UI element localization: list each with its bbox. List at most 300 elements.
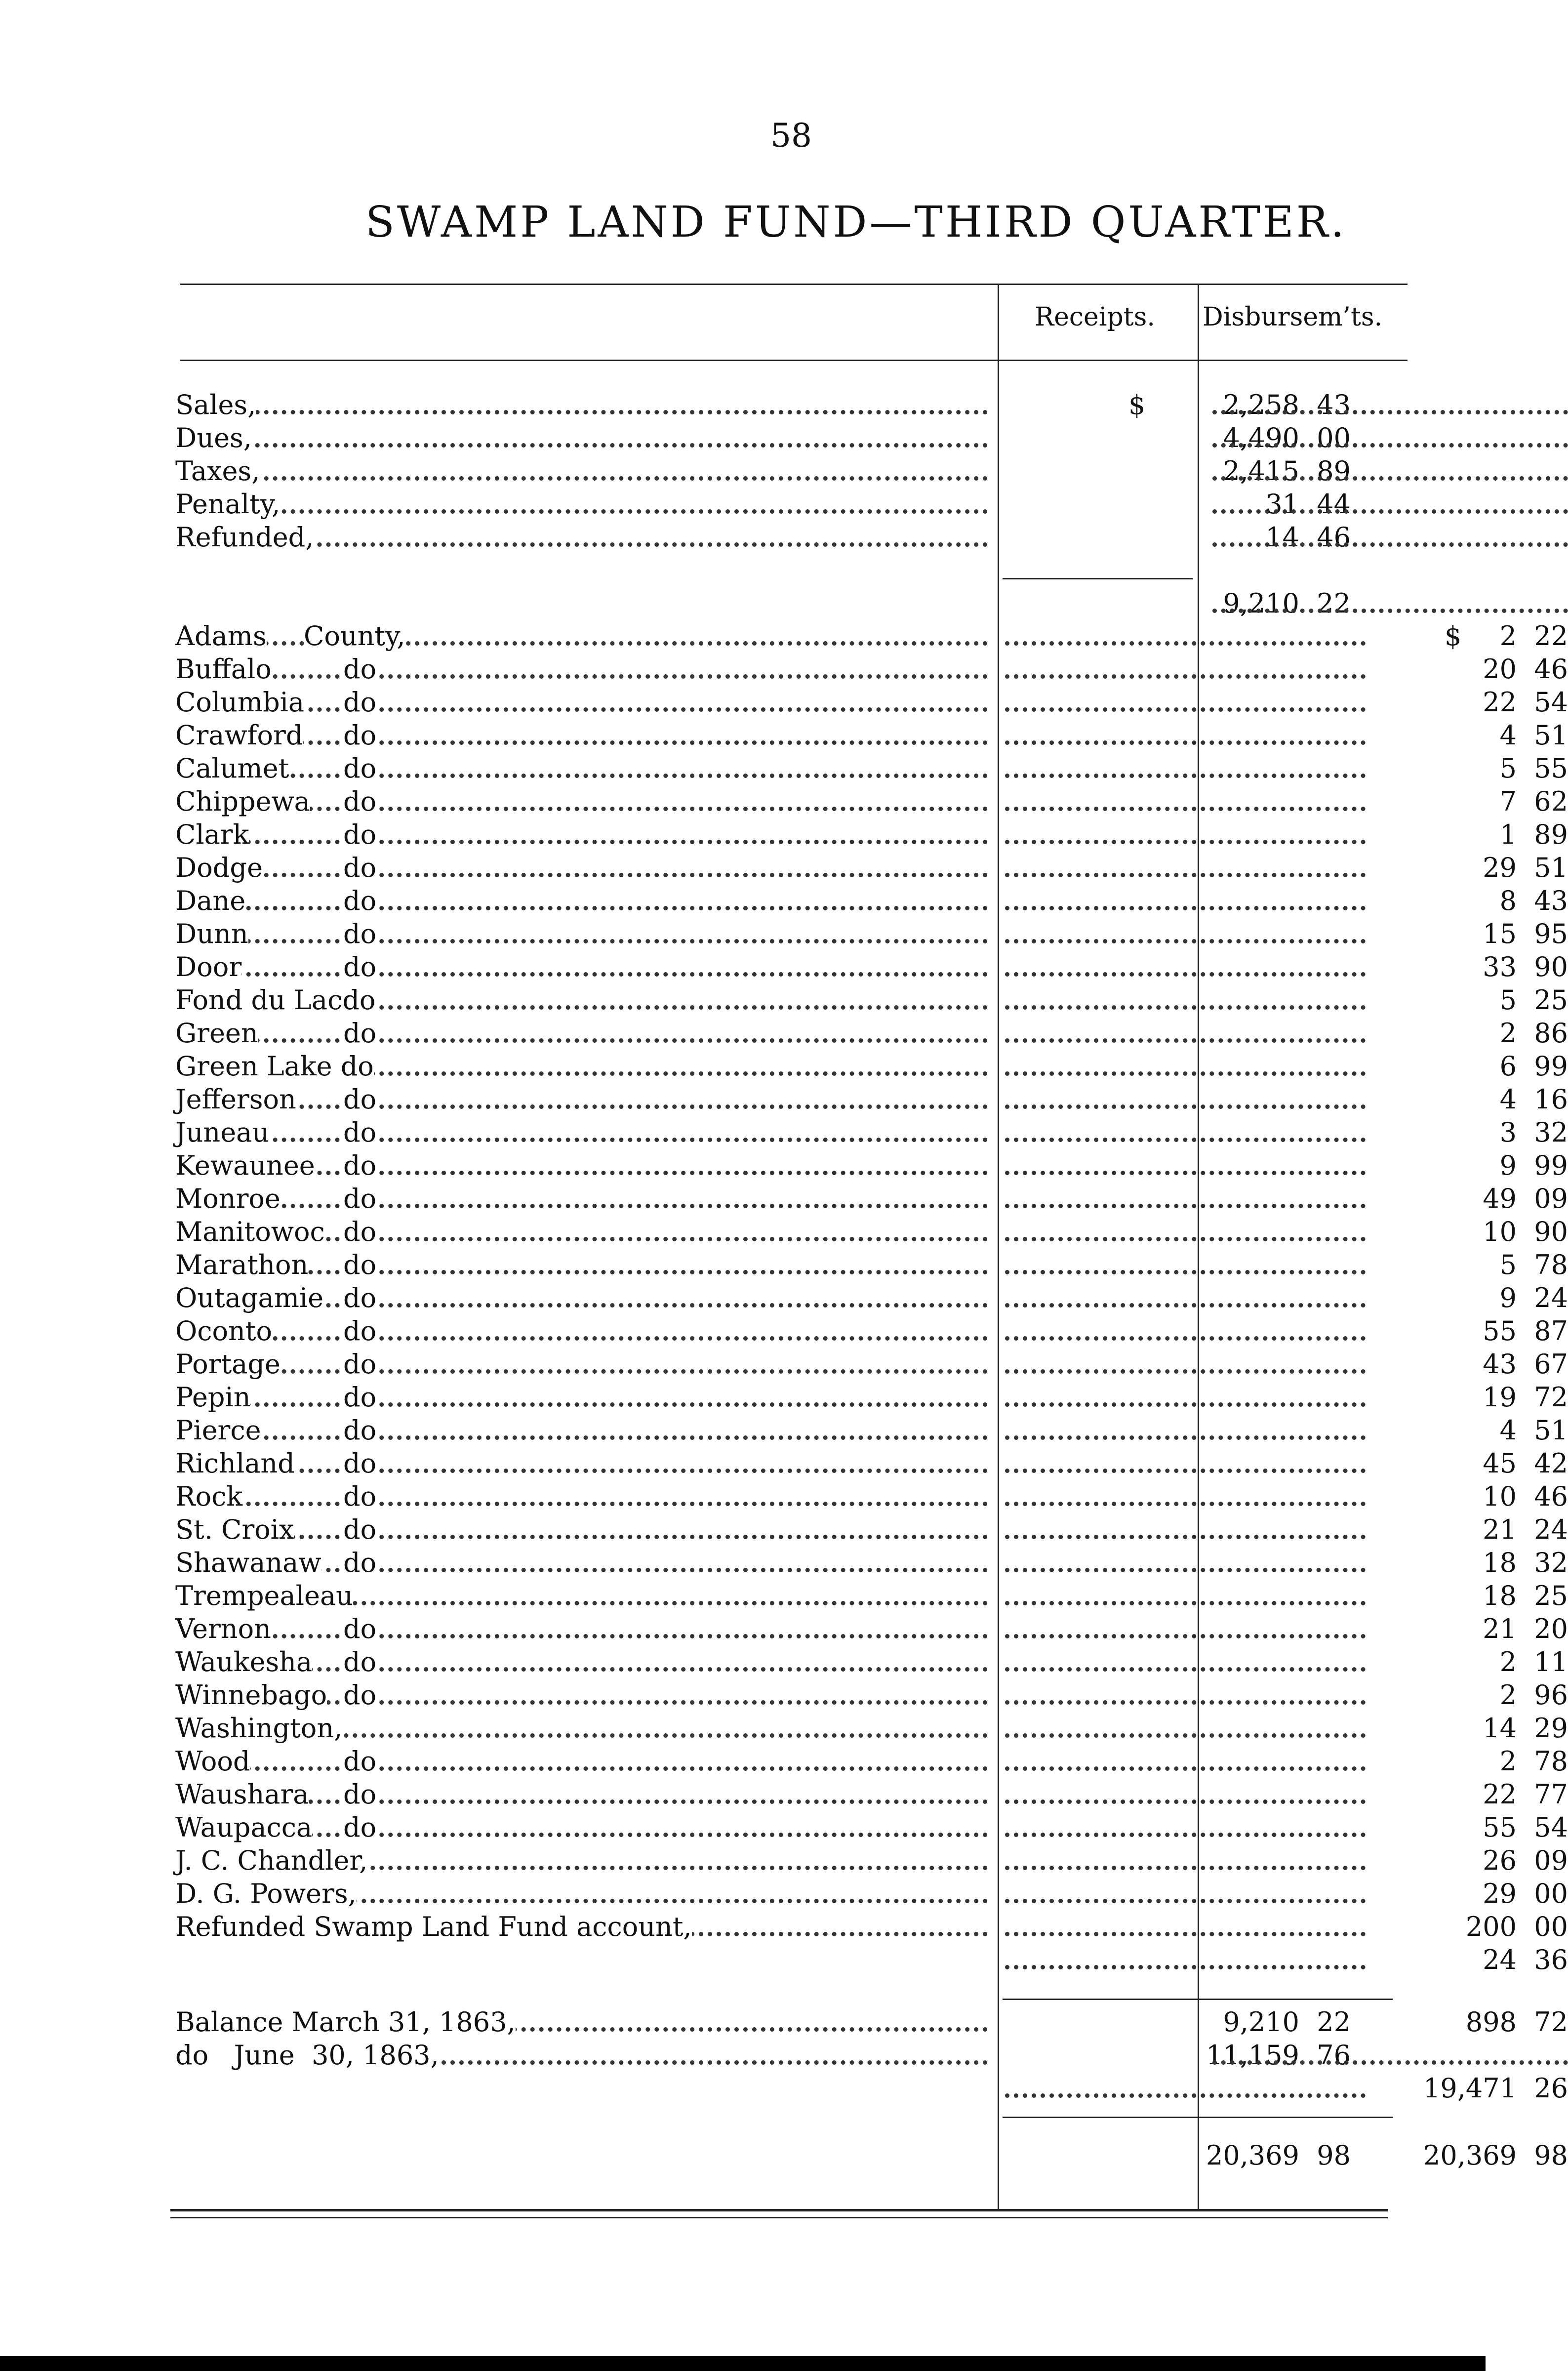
receipt-cents: 46 bbox=[1317, 522, 1351, 553]
balance-top-rule bbox=[1003, 1999, 1393, 2000]
disbursement-row bbox=[175, 917, 1568, 950]
disbursement-row bbox=[175, 1414, 1568, 1447]
row-leader bbox=[175, 774, 988, 781]
county-label: Refunded Swamp Land Fund account, bbox=[175, 1911, 692, 1942]
disbursement-row bbox=[175, 1910, 1568, 1943]
disbursement-amount bbox=[1247, 1083, 1568, 1116]
receipt-dollars: 2,258 bbox=[1223, 389, 1299, 420]
disbursement-row bbox=[175, 1447, 1568, 1480]
row-leader bbox=[175, 1502, 988, 1509]
county-label: Richland bbox=[175, 1448, 295, 1479]
page-bottom-edge bbox=[0, 2356, 1486, 2371]
disbursement-dollars: 18 bbox=[1483, 1580, 1517, 1611]
disbursement-cents: 09 bbox=[1534, 1183, 1568, 1214]
county-suffix: do bbox=[343, 1746, 377, 1777]
disbursement-row bbox=[175, 1612, 1568, 1645]
disbursement-dollars: 55 bbox=[1483, 1315, 1517, 1347]
county-suffix: do bbox=[343, 1018, 377, 1049]
disbursement-dollars: 7 bbox=[1499, 786, 1517, 817]
disbursement-dollars: 2 bbox=[1499, 1018, 1517, 1049]
county-label: Monroe bbox=[175, 1183, 281, 1214]
disbursement-dollars: 5 bbox=[1499, 1249, 1517, 1280]
receipt-row bbox=[175, 521, 1395, 554]
disbursement-row bbox=[175, 1083, 1568, 1116]
county-label: Dunn bbox=[175, 918, 248, 949]
disbursement-leader bbox=[1212, 2060, 1568, 2068]
row-leader bbox=[175, 1038, 988, 1046]
disbursement-amount bbox=[1247, 1414, 1568, 1447]
balance-disb-cents: 72 bbox=[1534, 2006, 1568, 2038]
county-label: Vernon bbox=[175, 1613, 271, 1644]
disbursement-cents: 51 bbox=[1534, 1415, 1568, 1446]
row-leader bbox=[175, 1535, 988, 1542]
table-top-rule bbox=[180, 284, 1407, 285]
county-suffix: do bbox=[343, 1282, 377, 1313]
county-suffix: do bbox=[343, 1382, 377, 1413]
disbursement-dollars: 21 bbox=[1483, 1613, 1517, 1644]
county-suffix: do bbox=[343, 1448, 377, 1479]
county-suffix: do bbox=[343, 1415, 377, 1446]
disbursement-cents: 86 bbox=[1534, 1018, 1568, 1049]
disbursement-cents: 00 bbox=[1534, 1911, 1568, 1942]
county-suffix: do bbox=[343, 1117, 377, 1148]
disbursement-row bbox=[175, 1811, 1568, 1844]
disbursement-row bbox=[175, 1546, 1568, 1579]
disbursement-amount bbox=[1247, 1546, 1568, 1579]
row-leader bbox=[175, 443, 988, 450]
disbursement-leader bbox=[1212, 476, 1568, 484]
disbursement-dollars: 5 bbox=[1499, 753, 1517, 784]
county-label: D. G. Powers, bbox=[175, 1878, 357, 1909]
disbursement-dollars: 15 bbox=[1483, 918, 1517, 949]
disbursement-amount bbox=[1247, 752, 1568, 785]
receipt-label: Dues, bbox=[175, 422, 252, 453]
county-suffix: do bbox=[343, 687, 377, 718]
disbursement-amount bbox=[1247, 1811, 1568, 1844]
receipt-cents: 00 bbox=[1317, 422, 1351, 453]
totals-row bbox=[175, 2139, 1568, 2172]
disbursement-cents: 77 bbox=[1534, 1779, 1568, 1810]
county-suffix: do bbox=[343, 1679, 377, 1711]
disbursement-amount bbox=[1247, 1182, 1568, 1215]
row-leader bbox=[175, 641, 988, 649]
county-label: Marathon bbox=[175, 1249, 309, 1280]
totals-rule bbox=[1003, 2117, 1393, 2118]
disbursement-cents: 90 bbox=[1534, 1216, 1568, 1247]
disbursement-amount bbox=[1247, 1877, 1568, 1910]
county-suffix: do bbox=[343, 1183, 377, 1214]
disbursement-dollars: 2 bbox=[1499, 620, 1517, 652]
disbursement-amount bbox=[1247, 686, 1568, 719]
disbursement-row bbox=[175, 1248, 1568, 1281]
disbursement-amount bbox=[1247, 1910, 1568, 1943]
county-label: Waukesha bbox=[175, 1646, 313, 1677]
disbursement-dollars: 22 bbox=[1483, 1779, 1517, 1810]
county-suffix: do bbox=[343, 918, 377, 949]
disbursement-dollars: 18 bbox=[1483, 1547, 1517, 1578]
disbursement-row bbox=[175, 1678, 1568, 1712]
disbursement-dollars: 2 bbox=[1499, 1646, 1517, 1677]
disbursement-cents: 78 bbox=[1534, 1746, 1568, 1777]
row-leader bbox=[175, 1138, 988, 1145]
county-suffix: do bbox=[343, 1613, 377, 1644]
disbursement-dollars: 1 bbox=[1499, 819, 1517, 850]
disbursement-cents: 43 bbox=[1534, 885, 1568, 916]
county-label: Buffalo bbox=[175, 654, 272, 685]
disbursement-amount bbox=[1247, 1281, 1568, 1314]
county-suffix: do bbox=[343, 1150, 377, 1181]
disbursement-amount bbox=[1247, 1778, 1568, 1811]
row-leader bbox=[175, 906, 988, 913]
county-suffix: do bbox=[343, 1514, 377, 1545]
disbursement-dollars: 8 bbox=[1499, 885, 1517, 916]
balance-receipts-cents: 22 bbox=[1317, 2006, 1351, 2038]
disbursement-row bbox=[175, 1182, 1568, 1215]
disbursement-dollars: 4 bbox=[1499, 720, 1517, 751]
disbursement-cents: 62 bbox=[1534, 786, 1568, 817]
row-leader bbox=[175, 1402, 988, 1410]
balance-receipts-dollars: 9,210 bbox=[1223, 2006, 1299, 2038]
disbursement-cents: 25 bbox=[1534, 1580, 1568, 1611]
balance-disbursements bbox=[1247, 2005, 1568, 2039]
disbursement-dollars: 200 bbox=[1465, 1911, 1517, 1942]
disbursement-row bbox=[175, 950, 1568, 983]
county-suffix: County, bbox=[304, 620, 405, 652]
disbursement-cents: 96 bbox=[1534, 1679, 1568, 1711]
county-label: Dodge bbox=[175, 852, 263, 883]
totals-receipts: 20,369 98 bbox=[1206, 2140, 1351, 2171]
disbursement-dollars: 22 bbox=[1483, 687, 1517, 718]
disbursement-row bbox=[175, 1281, 1568, 1314]
county-suffix: do bbox=[343, 1779, 377, 1810]
disbursement-cents: 22 bbox=[1534, 620, 1568, 652]
county-label: St. Croix bbox=[175, 1514, 294, 1545]
county-label: J. C. Chandler, bbox=[175, 1845, 368, 1876]
disbursement-dollars: 4 bbox=[1499, 1415, 1517, 1446]
disbursement-amount bbox=[1247, 619, 1568, 653]
county-suffix: do bbox=[343, 720, 377, 751]
disbursement-dollars: 6 bbox=[1499, 1051, 1517, 1082]
disbursement-amount bbox=[1247, 1513, 1568, 1546]
receipt-row bbox=[175, 454, 1395, 488]
disbursement-dollars: 45 bbox=[1483, 1448, 1517, 1479]
disbursement-row bbox=[175, 653, 1568, 686]
county-suffix: do bbox=[343, 654, 377, 685]
row-leader bbox=[175, 939, 988, 946]
county-label: Green bbox=[175, 1018, 258, 1049]
county-label: Trempealeau bbox=[175, 1580, 353, 1611]
county-label: Washington, bbox=[175, 1713, 343, 1744]
disbursement-row bbox=[175, 785, 1568, 818]
county-suffix: do bbox=[343, 885, 377, 916]
disbursement-dollars: 4 bbox=[1499, 1084, 1517, 1115]
county-label: Pepin bbox=[175, 1382, 251, 1413]
disbursements-header: Disbursem’ts. bbox=[1203, 302, 1383, 332]
disbursement-amount bbox=[1247, 1381, 1568, 1414]
county-label: Adams bbox=[175, 620, 267, 652]
disbursement-dollars: 29 bbox=[1483, 852, 1517, 883]
disbursement-row bbox=[175, 1513, 1568, 1546]
disbursement-amount bbox=[1247, 719, 1568, 752]
disbursement-row bbox=[175, 1017, 1568, 1050]
disbursement-row bbox=[175, 1844, 1568, 1877]
balance-receipts-dollars: 11,159 bbox=[1206, 2040, 1299, 2071]
receipts-header: Receipts. bbox=[1035, 302, 1155, 332]
disbursement-amount bbox=[1247, 851, 1568, 884]
disbursement-amount bbox=[1247, 818, 1568, 851]
disbursement-row bbox=[175, 1645, 1568, 1678]
disbursement-row bbox=[175, 1745, 1568, 1778]
totals-disbursements: 20,369 98 bbox=[1423, 2140, 1568, 2171]
disbursement-amount bbox=[1247, 1314, 1568, 1348]
disbursement-dollars: 43 bbox=[1483, 1349, 1517, 1380]
county-label: Shawanaw bbox=[175, 1547, 322, 1578]
disbursement-cents: 25 bbox=[1534, 984, 1568, 1016]
disbursement-dollars: 26 bbox=[1483, 1845, 1517, 1876]
disbursement-cents: 55 bbox=[1534, 753, 1568, 784]
disbursement-dollars: 20 bbox=[1483, 654, 1517, 685]
disbursement-row bbox=[175, 1712, 1568, 1745]
county-label: Rock bbox=[175, 1481, 243, 1512]
disbursement-amount bbox=[1247, 1480, 1568, 1513]
disbursement-amount bbox=[1247, 1116, 1568, 1149]
disbursement-amount bbox=[1247, 1678, 1568, 1712]
county-suffix: do bbox=[343, 786, 377, 817]
header-bottom-rule bbox=[180, 360, 1407, 361]
row-leader bbox=[175, 1369, 988, 1377]
disbursement-cents: 51 bbox=[1534, 720, 1568, 751]
county-suffix: do bbox=[343, 951, 377, 982]
disbursement-leader bbox=[1212, 410, 1568, 417]
county-label: Pierce bbox=[175, 1415, 261, 1446]
row-leader bbox=[175, 1766, 988, 1774]
row-leader bbox=[175, 509, 988, 517]
disbursement-cents: 54 bbox=[1534, 687, 1568, 718]
county-label: Columbia bbox=[175, 687, 305, 718]
county-label: Door bbox=[175, 951, 242, 982]
balance-row bbox=[175, 2072, 1568, 2105]
disbursement-row bbox=[175, 1943, 1568, 1976]
disbursement-dollars: 14 bbox=[1483, 1713, 1517, 1744]
disbursement-amount bbox=[1247, 785, 1568, 818]
county-suffix: do bbox=[343, 1315, 377, 1347]
disbursement-cents: 72 bbox=[1534, 1382, 1568, 1413]
disbursement-cents: 11 bbox=[1534, 1646, 1568, 1677]
disbursement-cents: 51 bbox=[1534, 852, 1568, 883]
disbursement-cents: 95 bbox=[1534, 918, 1568, 949]
disbursement-dollars: 21 bbox=[1483, 1514, 1517, 1545]
county-label: Chippewa bbox=[175, 786, 310, 817]
county-label: Outagamie bbox=[175, 1282, 324, 1313]
disbursement-amount bbox=[1247, 1017, 1568, 1050]
disbursement-row bbox=[175, 1579, 1568, 1612]
county-label: Jefferson bbox=[175, 1084, 296, 1115]
disbursement-cents: 46 bbox=[1534, 654, 1568, 685]
disbursement-row bbox=[175, 1778, 1568, 1811]
dollar-sign: $ bbox=[1445, 620, 1462, 652]
disbursement-row bbox=[175, 719, 1568, 752]
disbursement-row bbox=[175, 1348, 1568, 1381]
disbursement-amount bbox=[1247, 653, 1568, 686]
county-label: Fond du Lacdo bbox=[175, 984, 376, 1016]
disbursement-row bbox=[175, 1314, 1568, 1348]
county-suffix: do bbox=[343, 1646, 377, 1677]
disbursement-dollars: 24 bbox=[1483, 1944, 1517, 1975]
row-leader bbox=[175, 972, 988, 980]
balance-label: do June 30, 1863, bbox=[175, 2040, 439, 2071]
disbursement-amount bbox=[1247, 1579, 1568, 1612]
receipt-row bbox=[175, 421, 1395, 454]
disbursement-leader bbox=[1212, 542, 1568, 550]
disbursement-cents: 46 bbox=[1534, 1481, 1568, 1512]
disbursement-dollars: 5 bbox=[1499, 984, 1517, 1016]
disbursement-cents: 99 bbox=[1534, 1051, 1568, 1082]
disbursement-cents: 99 bbox=[1534, 1150, 1568, 1181]
disbursement-row bbox=[175, 1149, 1568, 1182]
receipt-label: Taxes, bbox=[175, 455, 260, 487]
receipt-dollars: 31 bbox=[1265, 489, 1299, 520]
disbursement-amount bbox=[1247, 1447, 1568, 1480]
disbursement-dollars: 10 bbox=[1483, 1216, 1517, 1247]
balance-label: Balance March 31, 1863, bbox=[175, 2006, 516, 2038]
county-suffix: do bbox=[343, 753, 377, 784]
county-suffix: do bbox=[343, 852, 377, 883]
receipts-subtotal bbox=[175, 587, 1395, 620]
disbursement-cents: 42 bbox=[1534, 1448, 1568, 1479]
disbursement-cents: 20 bbox=[1534, 1613, 1568, 1644]
county-suffix: do bbox=[343, 1084, 377, 1115]
disbursement-amount bbox=[1247, 1612, 1568, 1645]
disbursement-cents: 09 bbox=[1534, 1845, 1568, 1876]
disbursement-dollars: 33 bbox=[1483, 951, 1517, 982]
county-label: Green Lake do bbox=[175, 1051, 374, 1082]
balance-disb-dollars: 898 bbox=[1465, 2006, 1517, 2038]
disbursement-amount bbox=[1247, 1248, 1568, 1281]
disbursement-row bbox=[175, 983, 1568, 1017]
disbursement-row bbox=[175, 1116, 1568, 1149]
county-label: Portage bbox=[175, 1349, 281, 1380]
disbursement-row bbox=[175, 1215, 1568, 1248]
receipts-subtotal-disb-leader bbox=[1212, 609, 1568, 616]
disbursement-row bbox=[175, 851, 1568, 884]
county-suffix: do bbox=[343, 1216, 377, 1247]
disbursement-amount bbox=[1247, 983, 1568, 1017]
county-label: Oconto bbox=[175, 1315, 273, 1347]
disbursement-dollars: 49 bbox=[1483, 1183, 1517, 1214]
balance-receipts-cents: 76 bbox=[1317, 2040, 1351, 2071]
receipt-row bbox=[175, 488, 1395, 521]
receipt-label: Penalty, bbox=[175, 489, 281, 520]
disbursement-cents: 29 bbox=[1534, 1713, 1568, 1744]
disbursement-row bbox=[175, 686, 1568, 719]
county-suffix: do bbox=[343, 1547, 377, 1578]
disbursement-dollars: 2 bbox=[1499, 1679, 1517, 1711]
receipt-dollars: 4,490 bbox=[1223, 422, 1299, 453]
balance-row bbox=[175, 2039, 1395, 2072]
disbursement-cents: 67 bbox=[1534, 1349, 1568, 1380]
disbursement-dollars: 9 bbox=[1499, 1282, 1517, 1313]
row-leader bbox=[175, 840, 988, 847]
dollar-sign: $ bbox=[1128, 389, 1146, 420]
bottom-double-rule-2 bbox=[170, 2217, 1388, 2218]
disbursement-row bbox=[175, 619, 1568, 653]
county-label: Waushara bbox=[175, 1779, 309, 1810]
disbursement-cents: 90 bbox=[1534, 951, 1568, 982]
disbursement-row bbox=[175, 752, 1568, 785]
disbursement-cents: 24 bbox=[1534, 1514, 1568, 1545]
balance-disb-cents: 26 bbox=[1534, 2073, 1568, 2104]
disbursement-row bbox=[175, 1877, 1568, 1910]
page-number: 58 bbox=[770, 117, 812, 155]
disbursement-leader bbox=[1212, 443, 1568, 450]
disbursement-amount bbox=[1247, 1943, 1568, 1976]
county-suffix: do bbox=[343, 819, 377, 850]
disbursement-amount bbox=[1247, 1844, 1568, 1877]
county-label: Wood bbox=[175, 1746, 250, 1777]
disbursement-row bbox=[175, 1381, 1568, 1414]
receipts-subtotal-rule bbox=[1003, 578, 1193, 579]
disbursement-amount bbox=[1247, 1050, 1568, 1083]
disbursement-amount bbox=[1247, 1215, 1568, 1248]
disbursement-cents: 32 bbox=[1534, 1547, 1568, 1578]
page-title: SWAMP LAND FUND—THIRD QUARTER. bbox=[365, 198, 1347, 247]
row-leader bbox=[175, 1469, 988, 1476]
row-leader bbox=[175, 410, 988, 417]
disbursement-amount bbox=[1247, 884, 1568, 917]
county-label: Dane bbox=[175, 885, 246, 916]
receipt-cents: 89 bbox=[1317, 455, 1351, 487]
balance-row bbox=[175, 2005, 1568, 2039]
receipt-dollars: 14 bbox=[1265, 522, 1299, 553]
disbursement-amount bbox=[1247, 1348, 1568, 1381]
receipts-subtotal-amount: 9,210 22 bbox=[1223, 588, 1351, 619]
disbursement-cents: 78 bbox=[1534, 1249, 1568, 1280]
disbursement-row bbox=[175, 1480, 1568, 1513]
row-leader bbox=[175, 1435, 988, 1443]
county-label: Clark bbox=[175, 819, 249, 850]
disbursement-cents: 24 bbox=[1534, 1282, 1568, 1313]
disbursement-dollars: 19 bbox=[1483, 1382, 1517, 1413]
disbursement-amount bbox=[1247, 950, 1568, 983]
disbursement-row bbox=[175, 818, 1568, 851]
disbursement-cents: 32 bbox=[1534, 1117, 1568, 1148]
disbursement-cents: 87 bbox=[1534, 1315, 1568, 1347]
county-label: Waupacca bbox=[175, 1812, 313, 1843]
county-label: Kewaunee bbox=[175, 1150, 315, 1181]
receipt-label: Sales, bbox=[175, 389, 256, 420]
disbursement-row bbox=[175, 884, 1568, 917]
disbursement-dollars: 55 bbox=[1483, 1812, 1517, 1843]
disbursement-amount bbox=[1247, 1645, 1568, 1678]
row-leader bbox=[175, 476, 988, 484]
disbursement-row bbox=[175, 1050, 1568, 1083]
disbursement-amount bbox=[1247, 1149, 1568, 1182]
row-leader bbox=[175, 1104, 988, 1112]
disbursement-cents: 36 bbox=[1534, 1944, 1568, 1975]
county-suffix: do bbox=[343, 1349, 377, 1380]
county-label: Manitowoc bbox=[175, 1216, 325, 1247]
row-leader bbox=[175, 674, 988, 682]
county-suffix: do bbox=[343, 1481, 377, 1512]
row-leader bbox=[175, 1336, 988, 1344]
receipt-cents: 43 bbox=[1317, 389, 1351, 420]
bottom-double-rule bbox=[170, 2209, 1388, 2211]
county-label: Juneau bbox=[175, 1117, 270, 1148]
row-leader bbox=[175, 873, 988, 880]
disbursement-cents: 89 bbox=[1534, 819, 1568, 850]
disbursement-leader bbox=[1212, 509, 1568, 517]
row-leader bbox=[175, 1634, 988, 1641]
